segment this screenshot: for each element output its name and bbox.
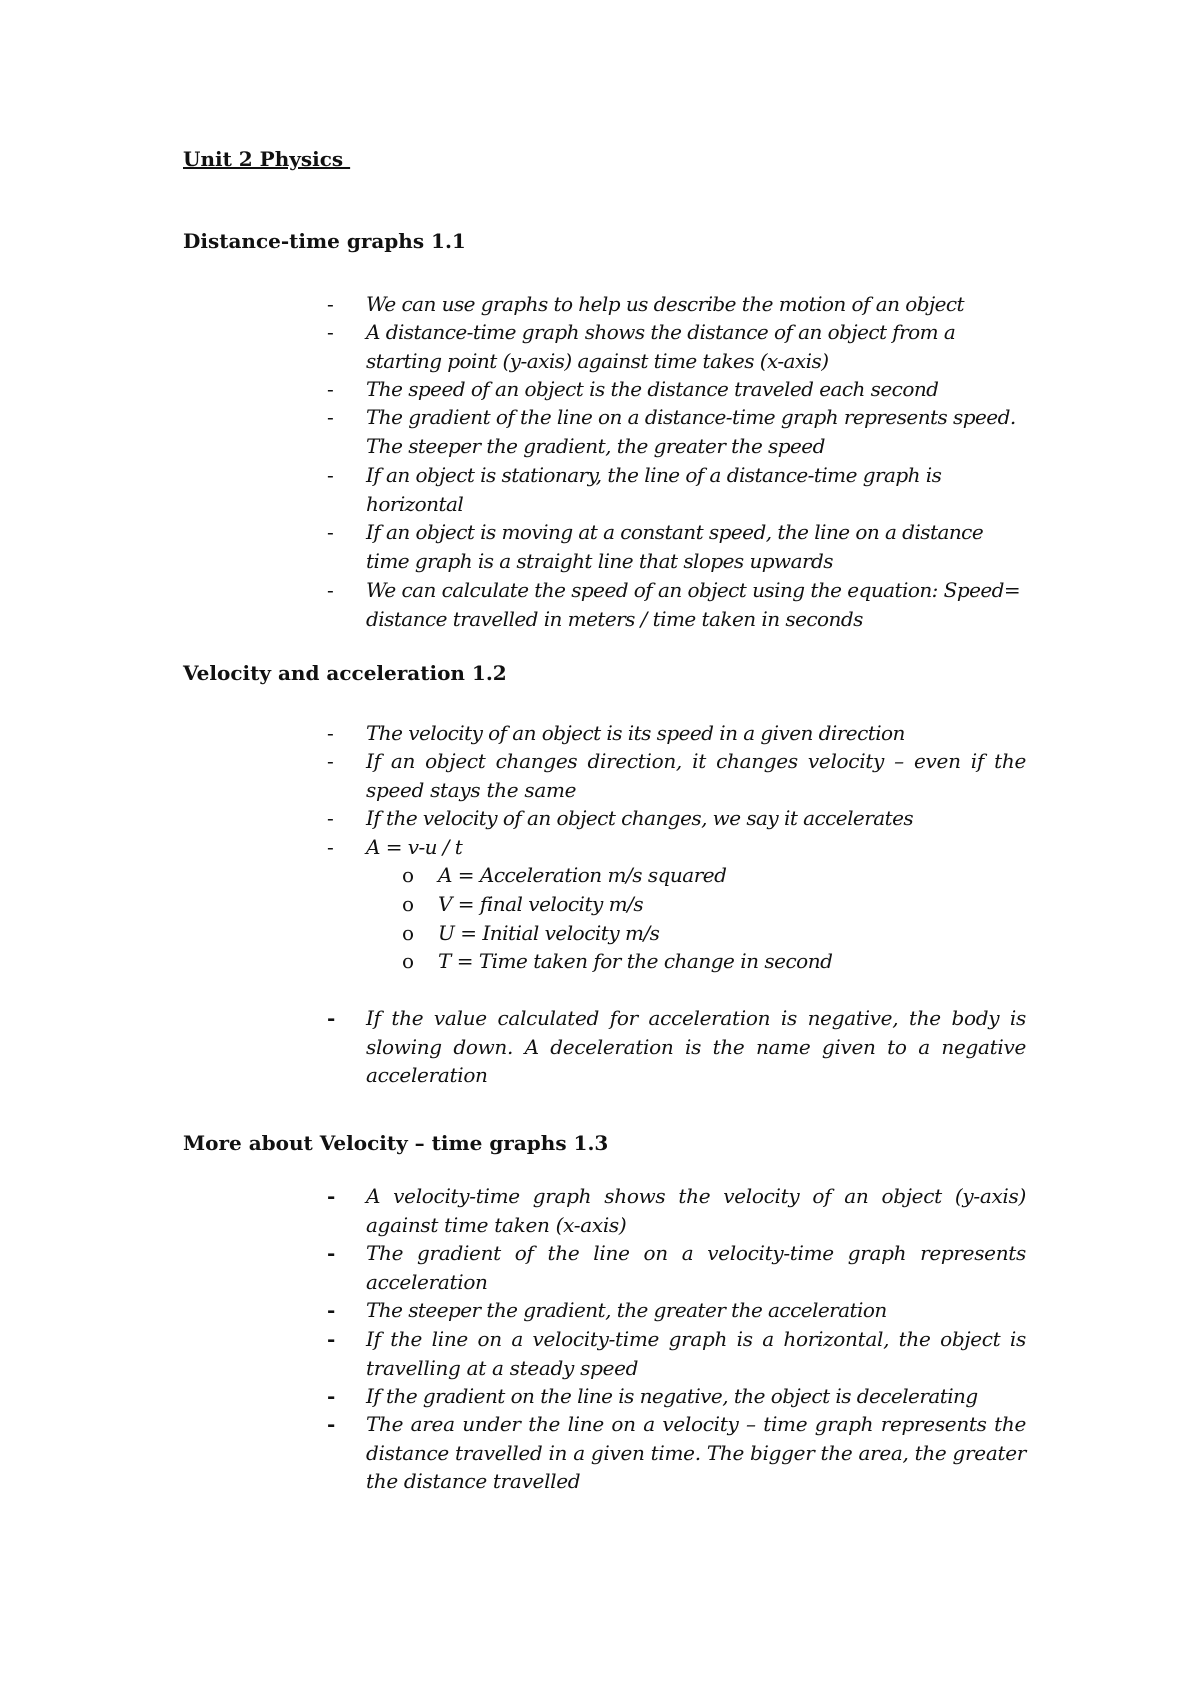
sub-bullet-text: T = Time taken for the change in second (438, 949, 833, 973)
dash-marker: - (327, 1327, 336, 1351)
circle-marker: o (402, 863, 415, 887)
circle-marker: o (402, 949, 415, 973)
bullet-text: If an object changes direction, it changes velocity – even if the speed stays the same (366, 749, 1026, 802)
dash-marker: - (327, 749, 334, 773)
bullet-text: A distance-time graph shows the distance of an object from a starting point (y-axis) against time takes (x-axis) (366, 320, 956, 373)
bullet-text: The area under the line on a velocity – time graph represents the distance travelled in a given time. The bigger the area, the greater the distance travelled (366, 1412, 1026, 1493)
dash-marker: - (327, 1384, 336, 1408)
sub-bullet-text: V = final velocity m/s (438, 892, 644, 916)
dash-marker: - (327, 320, 334, 344)
dash-marker: - (327, 806, 334, 830)
bullet-text: If the gradient on the line is negative, the object is decelerating (366, 1384, 978, 1408)
bullet-text: If the value calculated for acceleration is negative, the body is slowing down. A deceleration is the name given to a negative acceleration (366, 1006, 1026, 1087)
bullet-text: A velocity-time graph shows the velocity of an object (y-axis) against time taken (x-axis) (366, 1184, 1026, 1237)
dash-marker: - (327, 520, 334, 544)
bullet-text: A = v-u / t (366, 835, 463, 859)
dash-marker: - (327, 1412, 336, 1436)
page-title: Unit 2 Physics (183, 147, 351, 171)
dash-marker: - (327, 463, 334, 487)
bullet-text: If the line on a velocity-time graph is a horizontal, the object is travelling at a steady speed (366, 1327, 1026, 1380)
dash-marker: - (327, 721, 334, 745)
circle-marker: o (402, 921, 415, 945)
bullet-text: The gradient of the line on a distance-time graph represents speed. The steeper the gradient, the greater the speed (366, 405, 1016, 458)
bullet-text: We can use graphs to help us describe the motion of an object (366, 292, 965, 316)
bullet-text: The steeper the gradient, the greater the acceleration (366, 1298, 887, 1322)
dash-marker: - (327, 377, 334, 401)
bullet-text: The velocity of an object is its speed in a given direction (366, 721, 905, 745)
dash-marker: - (327, 1006, 336, 1030)
dash-marker: - (327, 578, 334, 602)
bullet-text: The gradient of the line on a velocity-time graph represents acceleration (366, 1241, 1026, 1294)
sub-bullet-text: A = Acceleration m/s squared (438, 863, 727, 887)
dash-marker: - (327, 1184, 336, 1208)
bullet-text: If an object is stationary, the line of a distance-time graph is horizontal (366, 463, 942, 516)
dash-marker: - (327, 1298, 336, 1322)
circle-marker: o (402, 892, 415, 916)
section-heading-distance-time: Distance-time graphs 1.1 (183, 229, 466, 253)
bullet-text: The speed of an object is the distance traveled each second (366, 377, 939, 401)
dash-marker: - (327, 835, 334, 859)
dash-marker: - (327, 1241, 336, 1265)
bullet-text: If the velocity of an object changes, we say it accelerates (366, 806, 914, 830)
section-heading-velocity-acceleration: Velocity and acceleration 1.2 (183, 661, 507, 685)
dash-marker: - (327, 292, 334, 316)
section-heading-velocity-time-graphs: More about Velocity – time graphs 1.3 (183, 1131, 609, 1155)
dash-marker: - (327, 405, 334, 429)
bullet-text: If an object is moving at a constant speed, the line on a distance time graph is a straight line that slopes upwards (366, 520, 984, 573)
sub-bullet-text: U = Initial velocity m/s (438, 921, 660, 945)
bullet-text: We can calculate the speed of an object using the equation: Speed= distance travelled in meters / time taken in seconds (366, 578, 1021, 631)
